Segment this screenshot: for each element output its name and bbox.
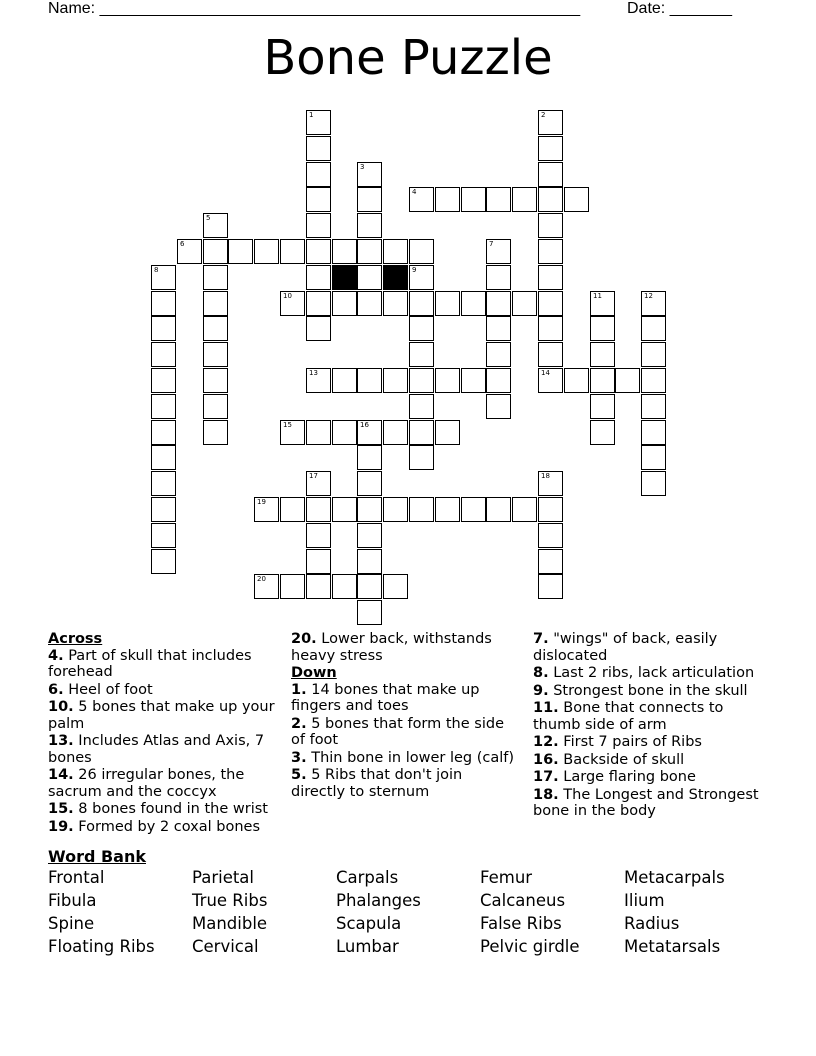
- date-line: Date: _______: [627, 0, 732, 17]
- grid-cell[interactable]: [409, 187, 434, 212]
- word-bank-item: Fibula: [48, 891, 97, 910]
- grid-cell[interactable]: [641, 420, 666, 445]
- grid-cell[interactable]: [615, 368, 640, 393]
- grid-cell[interactable]: [306, 316, 331, 341]
- grid-cell[interactable]: [306, 265, 331, 290]
- grid-cell[interactable]: [151, 471, 176, 496]
- grid-cell[interactable]: [332, 420, 357, 445]
- grid-cell[interactable]: [461, 368, 486, 393]
- grid-cell[interactable]: [332, 574, 357, 599]
- grid-cell[interactable]: [151, 342, 176, 367]
- word-bank-item: Scapula: [336, 914, 402, 933]
- grid-cell[interactable]: [461, 291, 486, 316]
- grid-cell[interactable]: [538, 342, 563, 367]
- word-bank-item: Radius: [624, 914, 680, 933]
- clue-down-3: 3. Thin bone in lower leg (calf): [291, 749, 515, 766]
- word-bank-item: Mandible: [192, 914, 268, 933]
- grid-cell[interactable]: [409, 497, 434, 522]
- grid-cell[interactable]: [306, 136, 331, 161]
- grid-cell[interactable]: [151, 368, 176, 393]
- grid-cell[interactable]: [435, 497, 460, 522]
- grid-cell[interactable]: [538, 549, 563, 574]
- grid-cell[interactable]: [151, 291, 176, 316]
- grid-cell[interactable]: [641, 394, 666, 419]
- grid-cell[interactable]: [512, 187, 537, 212]
- grid-cell[interactable]: [409, 265, 434, 290]
- clue-down-7: 7. "wings" of back, easily dislocated: [533, 631, 718, 664]
- grid-cell[interactable]: [203, 394, 228, 419]
- grid-cell[interactable]: [203, 316, 228, 341]
- clue-across-19: 19. Formed by 2 coxal bones: [48, 818, 261, 835]
- word-bank-item: True Ribs: [192, 891, 268, 910]
- grid-cell[interactable]: [538, 239, 563, 264]
- clue-down-16: 16. Backside of skull: [533, 751, 685, 768]
- cell-number: 3: [360, 163, 365, 171]
- grid-cell[interactable]: [538, 523, 563, 548]
- grid-cell[interactable]: [383, 239, 408, 264]
- grid-cell[interactable]: [151, 265, 176, 290]
- grid-cell[interactable]: [357, 420, 382, 445]
- grid-cell[interactable]: [280, 239, 305, 264]
- grid-cell[interactable]: [538, 110, 563, 135]
- grid-cell[interactable]: [332, 497, 357, 522]
- grid-cell[interactable]: [203, 213, 228, 238]
- cell-number: 20: [257, 575, 266, 583]
- grid-cell[interactable]: [203, 368, 228, 393]
- grid-cell[interactable]: [512, 291, 537, 316]
- clue-down-8: 8. Last 2 ribs, lack articulation: [533, 665, 755, 681]
- grid-cell[interactable]: [357, 445, 382, 470]
- word-bank: [48, 868, 768, 956]
- grid-cell[interactable]: [590, 316, 615, 341]
- clue-down-12: 12. First 7 pairs of Ribs: [533, 734, 702, 750]
- grid-cell[interactable]: [486, 394, 511, 419]
- word-bank-item: Femur: [480, 868, 533, 887]
- grid-cell[interactable]: [306, 213, 331, 238]
- grid-cell[interactable]: [151, 445, 176, 470]
- grid-cell[interactable]: [409, 368, 434, 393]
- cell-number: 11: [593, 292, 602, 300]
- grid-cell[interactable]: [486, 316, 511, 341]
- word-bank-item: Floating Ribs: [48, 937, 155, 956]
- grid-cell[interactable]: [151, 316, 176, 341]
- grid-cell[interactable]: [538, 265, 563, 290]
- grid-cell[interactable]: [254, 239, 279, 264]
- page-title: Bone Puzzle: [263, 30, 553, 86]
- grid-cell[interactable]: [409, 342, 434, 367]
- grid-cell[interactable]: [332, 368, 357, 393]
- cell-number: 14: [541, 369, 550, 377]
- grid-cell[interactable]: [641, 291, 666, 316]
- word-bank-item: Lumbar: [336, 937, 399, 956]
- grid-cell[interactable]: [280, 574, 305, 599]
- grid-cell[interactable]: [306, 239, 331, 264]
- grid-cell[interactable]: [357, 265, 382, 290]
- grid-cell[interactable]: [357, 187, 382, 212]
- clue-down-5: 5. 5 Ribs that don't join directly to sternum: [291, 767, 463, 800]
- grid-cell[interactable]: [383, 420, 408, 445]
- down-heading: Down: [291, 665, 337, 681]
- grid-cell[interactable]: [409, 291, 434, 316]
- word-bank-item: Calcaneus: [480, 891, 566, 910]
- grid-cell[interactable]: [538, 316, 563, 341]
- grid-cell[interactable]: [203, 239, 228, 264]
- grid-cell[interactable]: [409, 394, 434, 419]
- cell-number: 15: [283, 421, 292, 429]
- grid-block: [332, 265, 357, 290]
- cell-number: 17: [309, 472, 318, 480]
- grid-cell[interactable]: [357, 368, 382, 393]
- grid-cell[interactable]: [203, 342, 228, 367]
- grid-cell[interactable]: [306, 574, 331, 599]
- grid-cell[interactable]: [383, 368, 408, 393]
- grid-cell[interactable]: [512, 497, 537, 522]
- word-bank-item: Metacarpals: [624, 868, 725, 887]
- grid-cell[interactable]: [538, 187, 563, 212]
- grid-cell[interactable]: [228, 239, 253, 264]
- grid-cell[interactable]: [332, 239, 357, 264]
- grid-cell[interactable]: [357, 471, 382, 496]
- grid-cell[interactable]: [306, 110, 331, 135]
- grid-cell[interactable]: [383, 574, 408, 599]
- word-bank-item: Spine: [48, 914, 95, 933]
- grid-cell[interactable]: [151, 497, 176, 522]
- grid-cell[interactable]: [357, 574, 382, 599]
- cell-number: 7: [489, 240, 494, 248]
- grid-cell[interactable]: [538, 471, 563, 496]
- grid-cell[interactable]: [383, 497, 408, 522]
- clue-across-4: 4. Part of skull that includes forehead: [48, 647, 252, 680]
- clue-column-3: [533, 631, 773, 821]
- clue-down-1: 1. 14 bones that make up fingers and toes: [291, 681, 480, 714]
- grid-cell[interactable]: [435, 368, 460, 393]
- grid-cell[interactable]: [177, 239, 202, 264]
- grid-cell[interactable]: [306, 523, 331, 548]
- word-bank-item: Cervical: [192, 937, 259, 956]
- grid-cell[interactable]: [306, 162, 331, 187]
- grid-cell[interactable]: [486, 291, 511, 316]
- name-line: Name: ______________________________________________________: [48, 0, 581, 17]
- cell-number: 1: [309, 111, 314, 119]
- grid-cell[interactable]: [435, 187, 460, 212]
- word-bank-item: Ilium: [624, 891, 665, 910]
- grid-cell[interactable]: [280, 291, 305, 316]
- word-bank-title: Word Bank: [48, 847, 147, 866]
- grid-cell[interactable]: [306, 471, 331, 496]
- word-bank-item: Phalanges: [336, 891, 421, 910]
- grid-cell[interactable]: [409, 239, 434, 264]
- grid-cell[interactable]: [486, 265, 511, 290]
- grid-cell[interactable]: [538, 574, 563, 599]
- grid-cell[interactable]: [306, 420, 331, 445]
- grid-cell[interactable]: [306, 368, 331, 393]
- grid-cell[interactable]: [486, 187, 511, 212]
- cell-number: 8: [154, 266, 159, 274]
- clue-down-9: 9. Strongest bone in the skull: [533, 682, 748, 699]
- grid-cell[interactable]: [590, 291, 615, 316]
- grid-block: [383, 265, 408, 290]
- cell-number: 12: [644, 292, 653, 300]
- word-bank-item: False Ribs: [480, 914, 562, 933]
- cell-number: 4: [412, 188, 417, 196]
- grid-cell[interactable]: [332, 291, 357, 316]
- grid-cell[interactable]: [357, 162, 382, 187]
- grid-cell[interactable]: [590, 368, 615, 393]
- grid-cell[interactable]: [151, 523, 176, 548]
- grid-cell[interactable]: [641, 471, 666, 496]
- cell-number: 2: [541, 111, 546, 119]
- grid-cell[interactable]: [641, 445, 666, 470]
- grid-cell[interactable]: [486, 342, 511, 367]
- grid-cell[interactable]: [151, 394, 176, 419]
- grid-cell[interactable]: [590, 394, 615, 419]
- cell-number: 19: [257, 498, 266, 506]
- grid-cell[interactable]: [590, 342, 615, 367]
- grid-cell[interactable]: [641, 316, 666, 341]
- grid-cell[interactable]: [306, 549, 331, 574]
- clue-down-17: 17. Large flaring bone: [533, 769, 696, 785]
- clue-column-2: [291, 631, 516, 801]
- grid-cell[interactable]: [486, 368, 511, 393]
- clue-across-20: 20. Lower back, withstands heavy stress: [291, 631, 492, 664]
- grid-cell[interactable]: [641, 342, 666, 367]
- cell-number: 10: [283, 292, 292, 300]
- grid-cell[interactable]: [564, 187, 589, 212]
- clue-down-2: 2. 5 bones that form the side of foot: [291, 715, 504, 748]
- grid-cell[interactable]: [461, 187, 486, 212]
- word-bank-item: Metatarsals: [624, 937, 721, 956]
- grid-cell[interactable]: [486, 497, 511, 522]
- cell-number: 13: [309, 369, 318, 377]
- grid-cell[interactable]: [435, 420, 460, 445]
- grid-cell[interactable]: [357, 549, 382, 574]
- cell-number: 5: [206, 214, 211, 222]
- grid-cell[interactable]: [306, 497, 331, 522]
- grid-cell[interactable]: [280, 497, 305, 522]
- grid-cell[interactable]: [357, 213, 382, 238]
- word-bank-item: Frontal: [48, 868, 105, 887]
- grid-cell[interactable]: [538, 368, 563, 393]
- grid-cell[interactable]: [203, 420, 228, 445]
- cell-number: 9: [412, 266, 417, 274]
- cell-number: 16: [360, 421, 369, 429]
- clue-across-14: 14. 26 irregular bones, the sacrum and the coccyx: [48, 767, 245, 800]
- grid-cell[interactable]: [306, 187, 331, 212]
- grid-cell[interactable]: [435, 291, 460, 316]
- word-bank-item: Pelvic girdle: [480, 937, 580, 956]
- grid-cell[interactable]: [538, 162, 563, 187]
- grid-cell[interactable]: [641, 368, 666, 393]
- grid-cell[interactable]: [306, 291, 331, 316]
- across-heading: Across: [48, 631, 103, 647]
- clue-down-18: 18. The Longest and Strongest bone in the body: [533, 786, 759, 819]
- grid-cell[interactable]: [409, 316, 434, 341]
- grid-cell[interactable]: [538, 136, 563, 161]
- clue-across-6: 6. Heel of foot: [48, 681, 153, 698]
- grid-cell[interactable]: [151, 420, 176, 445]
- grid-cell[interactable]: [486, 239, 511, 264]
- grid-cell[interactable]: [357, 291, 382, 316]
- grid-cell[interactable]: [409, 420, 434, 445]
- grid-cell[interactable]: [564, 368, 589, 393]
- grid-cell[interactable]: [254, 574, 279, 599]
- grid-cell[interactable]: [538, 291, 563, 316]
- word-bank-item: Carpals: [336, 868, 399, 887]
- grid-cell[interactable]: [461, 497, 486, 522]
- clue-across-15: 15. 8 bones found in the wrist: [48, 801, 268, 817]
- grid-cell[interactable]: [590, 420, 615, 445]
- clue-across-13: 13. Includes Atlas and Axis, 7 bones: [48, 733, 265, 766]
- word-bank-item: Parietal: [192, 868, 255, 887]
- grid-cell[interactable]: [254, 497, 279, 522]
- clue-column-1: [48, 631, 283, 836]
- grid-cell[interactable]: [203, 291, 228, 316]
- grid-cell[interactable]: [357, 523, 382, 548]
- grid-cell[interactable]: [203, 265, 228, 290]
- clue-across-10: 10. 5 bones that make up your palm: [48, 699, 275, 732]
- grid-cell[interactable]: [357, 497, 382, 522]
- grid-cell[interactable]: [357, 239, 382, 264]
- cell-number: 18: [541, 472, 550, 480]
- grid-cell[interactable]: [280, 420, 305, 445]
- grid-cell[interactable]: [538, 213, 563, 238]
- grid-cell[interactable]: [357, 600, 382, 625]
- grid-cell[interactable]: [409, 445, 434, 470]
- cell-number: 6: [180, 240, 185, 248]
- grid-cell[interactable]: [383, 291, 408, 316]
- clue-down-11: 11. Bone that connects to thumb side of arm: [533, 700, 724, 733]
- grid-cell[interactable]: [538, 497, 563, 522]
- grid-cell[interactable]: [151, 549, 176, 574]
